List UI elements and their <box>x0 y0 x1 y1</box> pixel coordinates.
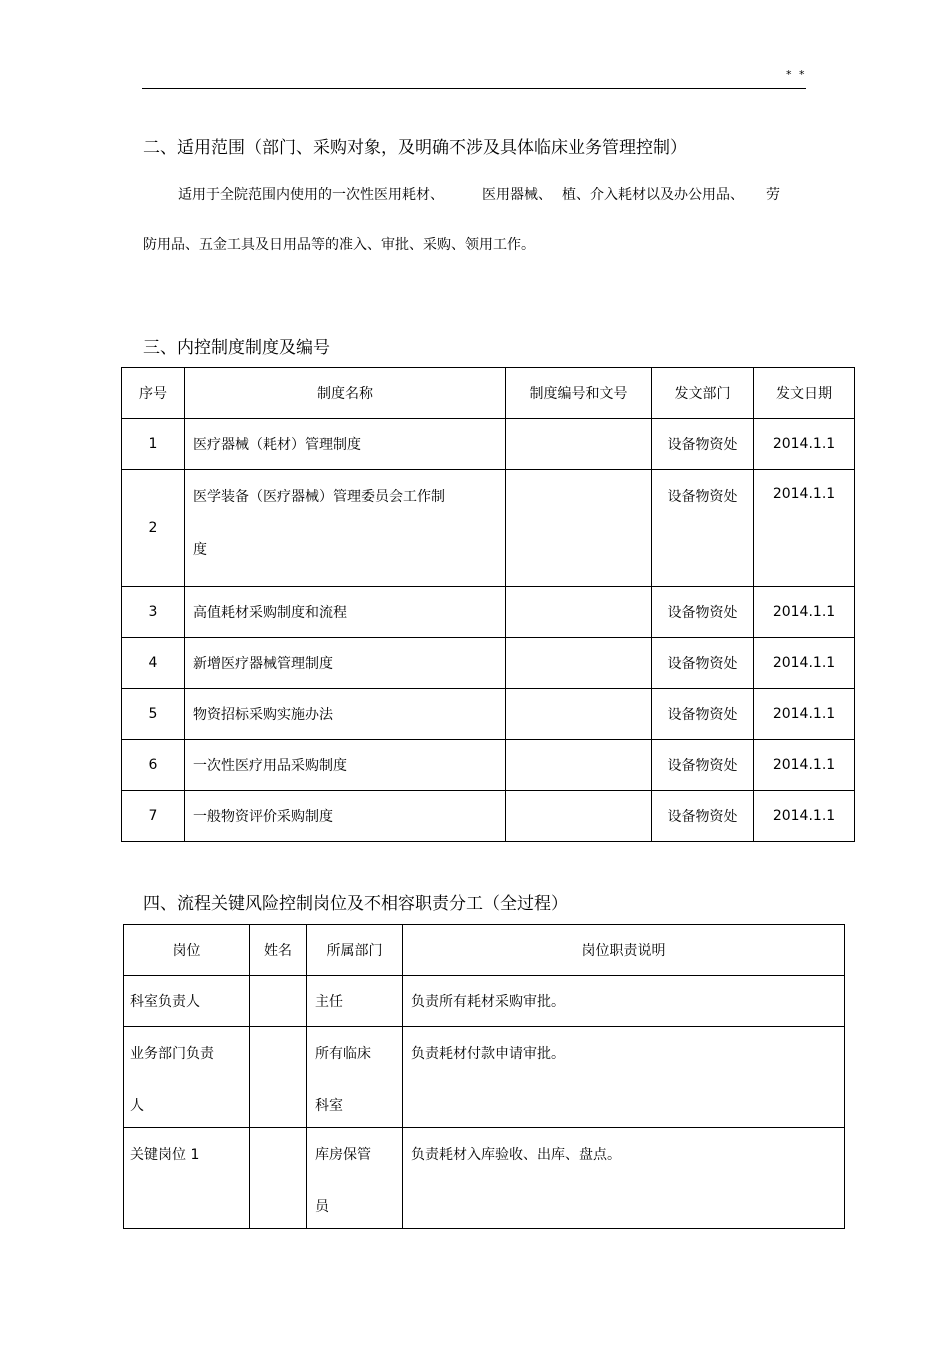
table-row <box>124 1128 845 1229</box>
row-dept <box>307 1027 403 1128</box>
row-duty-text: 负责耗材付款申请审批。 <box>411 1046 565 1062</box>
row-post <box>124 1027 250 1128</box>
header-date: 发文日期 <box>754 368 855 419</box>
row-name: 新增医疗器械管理制度 <box>185 638 506 689</box>
regulations-table <box>121 367 855 842</box>
row-code <box>506 740 652 791</box>
row-name-line2: 度 <box>193 542 207 558</box>
table-row <box>122 638 855 689</box>
row-code <box>506 638 652 689</box>
para-part-3: 植、介入耗材以及办公用品、 <box>562 187 744 203</box>
row-duty-text: 负责耗材入库验收、出库、盘点。 <box>411 1147 621 1163</box>
header-rule <box>142 88 806 89</box>
row-dept: 设备物资处 <box>652 689 754 740</box>
table-row <box>124 1027 845 1128</box>
row-person <box>250 976 307 1027</box>
row-no: 7 <box>122 791 185 842</box>
row-post: 科室负责人 <box>124 976 250 1027</box>
header-name: 制度名称 <box>185 368 506 419</box>
row-name-line1: 医学装备（医疗器械）管理委员会工作制 <box>193 489 445 505</box>
row-duty <box>403 1128 845 1229</box>
para-part-2: 医用器械、 <box>482 187 552 203</box>
row-date: 2014.1.1 <box>754 587 855 638</box>
table-header-row <box>122 368 855 419</box>
table-row <box>124 976 845 1027</box>
header-post: 岗位 <box>124 925 250 976</box>
table-row <box>122 740 855 791</box>
positions-table <box>123 924 845 1229</box>
row-name: 物资招标采购实施办法 <box>185 689 506 740</box>
para-part-4: 劳 <box>766 187 780 203</box>
row-dept-line2: 员 <box>315 1199 329 1215</box>
row-no: 5 <box>122 689 185 740</box>
row-no: 6 <box>122 740 185 791</box>
row-dept: 设备物资处 <box>652 587 754 638</box>
table-row <box>122 791 855 842</box>
section-4-title: 四、流程关键风险控制岗位及不相容职责分工（全过程） <box>143 894 568 914</box>
row-name <box>185 470 506 587</box>
row-name: 医疗器械（耗材）管理制度 <box>185 419 506 470</box>
row-dept-line2: 科室 <box>315 1098 343 1114</box>
row-dept: 设备物资处 <box>652 470 754 587</box>
row-post-text: 关键岗位 1 <box>130 1147 200 1163</box>
row-code <box>506 689 652 740</box>
row-duty <box>403 1027 845 1128</box>
row-dept-line1: 库房保管 <box>315 1147 371 1163</box>
row-date: 2014.1.1 <box>754 419 855 470</box>
row-no: 2 <box>122 470 185 587</box>
table-header-row <box>124 925 845 976</box>
row-dept <box>307 1128 403 1229</box>
row-date: 2014.1.1 <box>754 689 855 740</box>
row-code <box>506 587 652 638</box>
row-date: 2014.1.1 <box>754 740 855 791</box>
row-code <box>506 419 652 470</box>
row-dept: 主任 <box>307 976 403 1027</box>
row-no: 3 <box>122 587 185 638</box>
row-no: 1 <box>122 419 185 470</box>
para-part-1: 适用于全院范围内使用的一次性医用耗材、 <box>178 187 444 203</box>
table-row <box>122 470 855 587</box>
row-name: 一次性医疗用品采购制度 <box>185 740 506 791</box>
row-post-line2: 人 <box>130 1098 144 1114</box>
row-dept: 设备物资处 <box>652 638 754 689</box>
header-mark: * * <box>786 68 807 81</box>
row-code <box>506 791 652 842</box>
row-name: 一般物资评价采购制度 <box>185 791 506 842</box>
row-code <box>506 470 652 587</box>
row-dept-line1: 所有临床 <box>315 1046 371 1062</box>
section-2-para-line1 <box>178 184 780 204</box>
header-duty: 岗位职责说明 <box>403 925 845 976</box>
section-2-para-line2: 防用品、五金工具及日用品等的准入、审批、采购、领用工作。 <box>143 237 535 253</box>
row-person <box>250 1128 307 1229</box>
table-row <box>122 689 855 740</box>
header-dept: 发文部门 <box>652 368 754 419</box>
table-row <box>122 419 855 470</box>
row-dept: 设备物资处 <box>652 740 754 791</box>
row-dept: 设备物资处 <box>652 419 754 470</box>
row-date: 2014.1.1 <box>754 638 855 689</box>
header-person: 姓名 <box>250 925 307 976</box>
row-duty: 负责所有耗材采购审批。 <box>403 976 845 1027</box>
row-post <box>124 1128 250 1229</box>
table-row <box>122 587 855 638</box>
section-2-title: 二、适用范围（部门、采购对象，及明确不涉及具体临床业务管理控制） <box>143 138 687 158</box>
row-dept: 设备物资处 <box>652 791 754 842</box>
row-date: 2014.1.1 <box>754 791 855 842</box>
header-no: 序号 <box>122 368 185 419</box>
section-3-title: 三、内控制度制度及编号 <box>143 338 330 358</box>
header-dept: 所属部门 <box>307 925 403 976</box>
row-date: 2014.1.1 <box>754 470 855 587</box>
row-post-line1: 业务部门负责 <box>130 1046 214 1062</box>
row-name: 高值耗材采购制度和流程 <box>185 587 506 638</box>
row-no: 4 <box>122 638 185 689</box>
header-code: 制度编号和文号 <box>506 368 652 419</box>
row-person <box>250 1027 307 1128</box>
